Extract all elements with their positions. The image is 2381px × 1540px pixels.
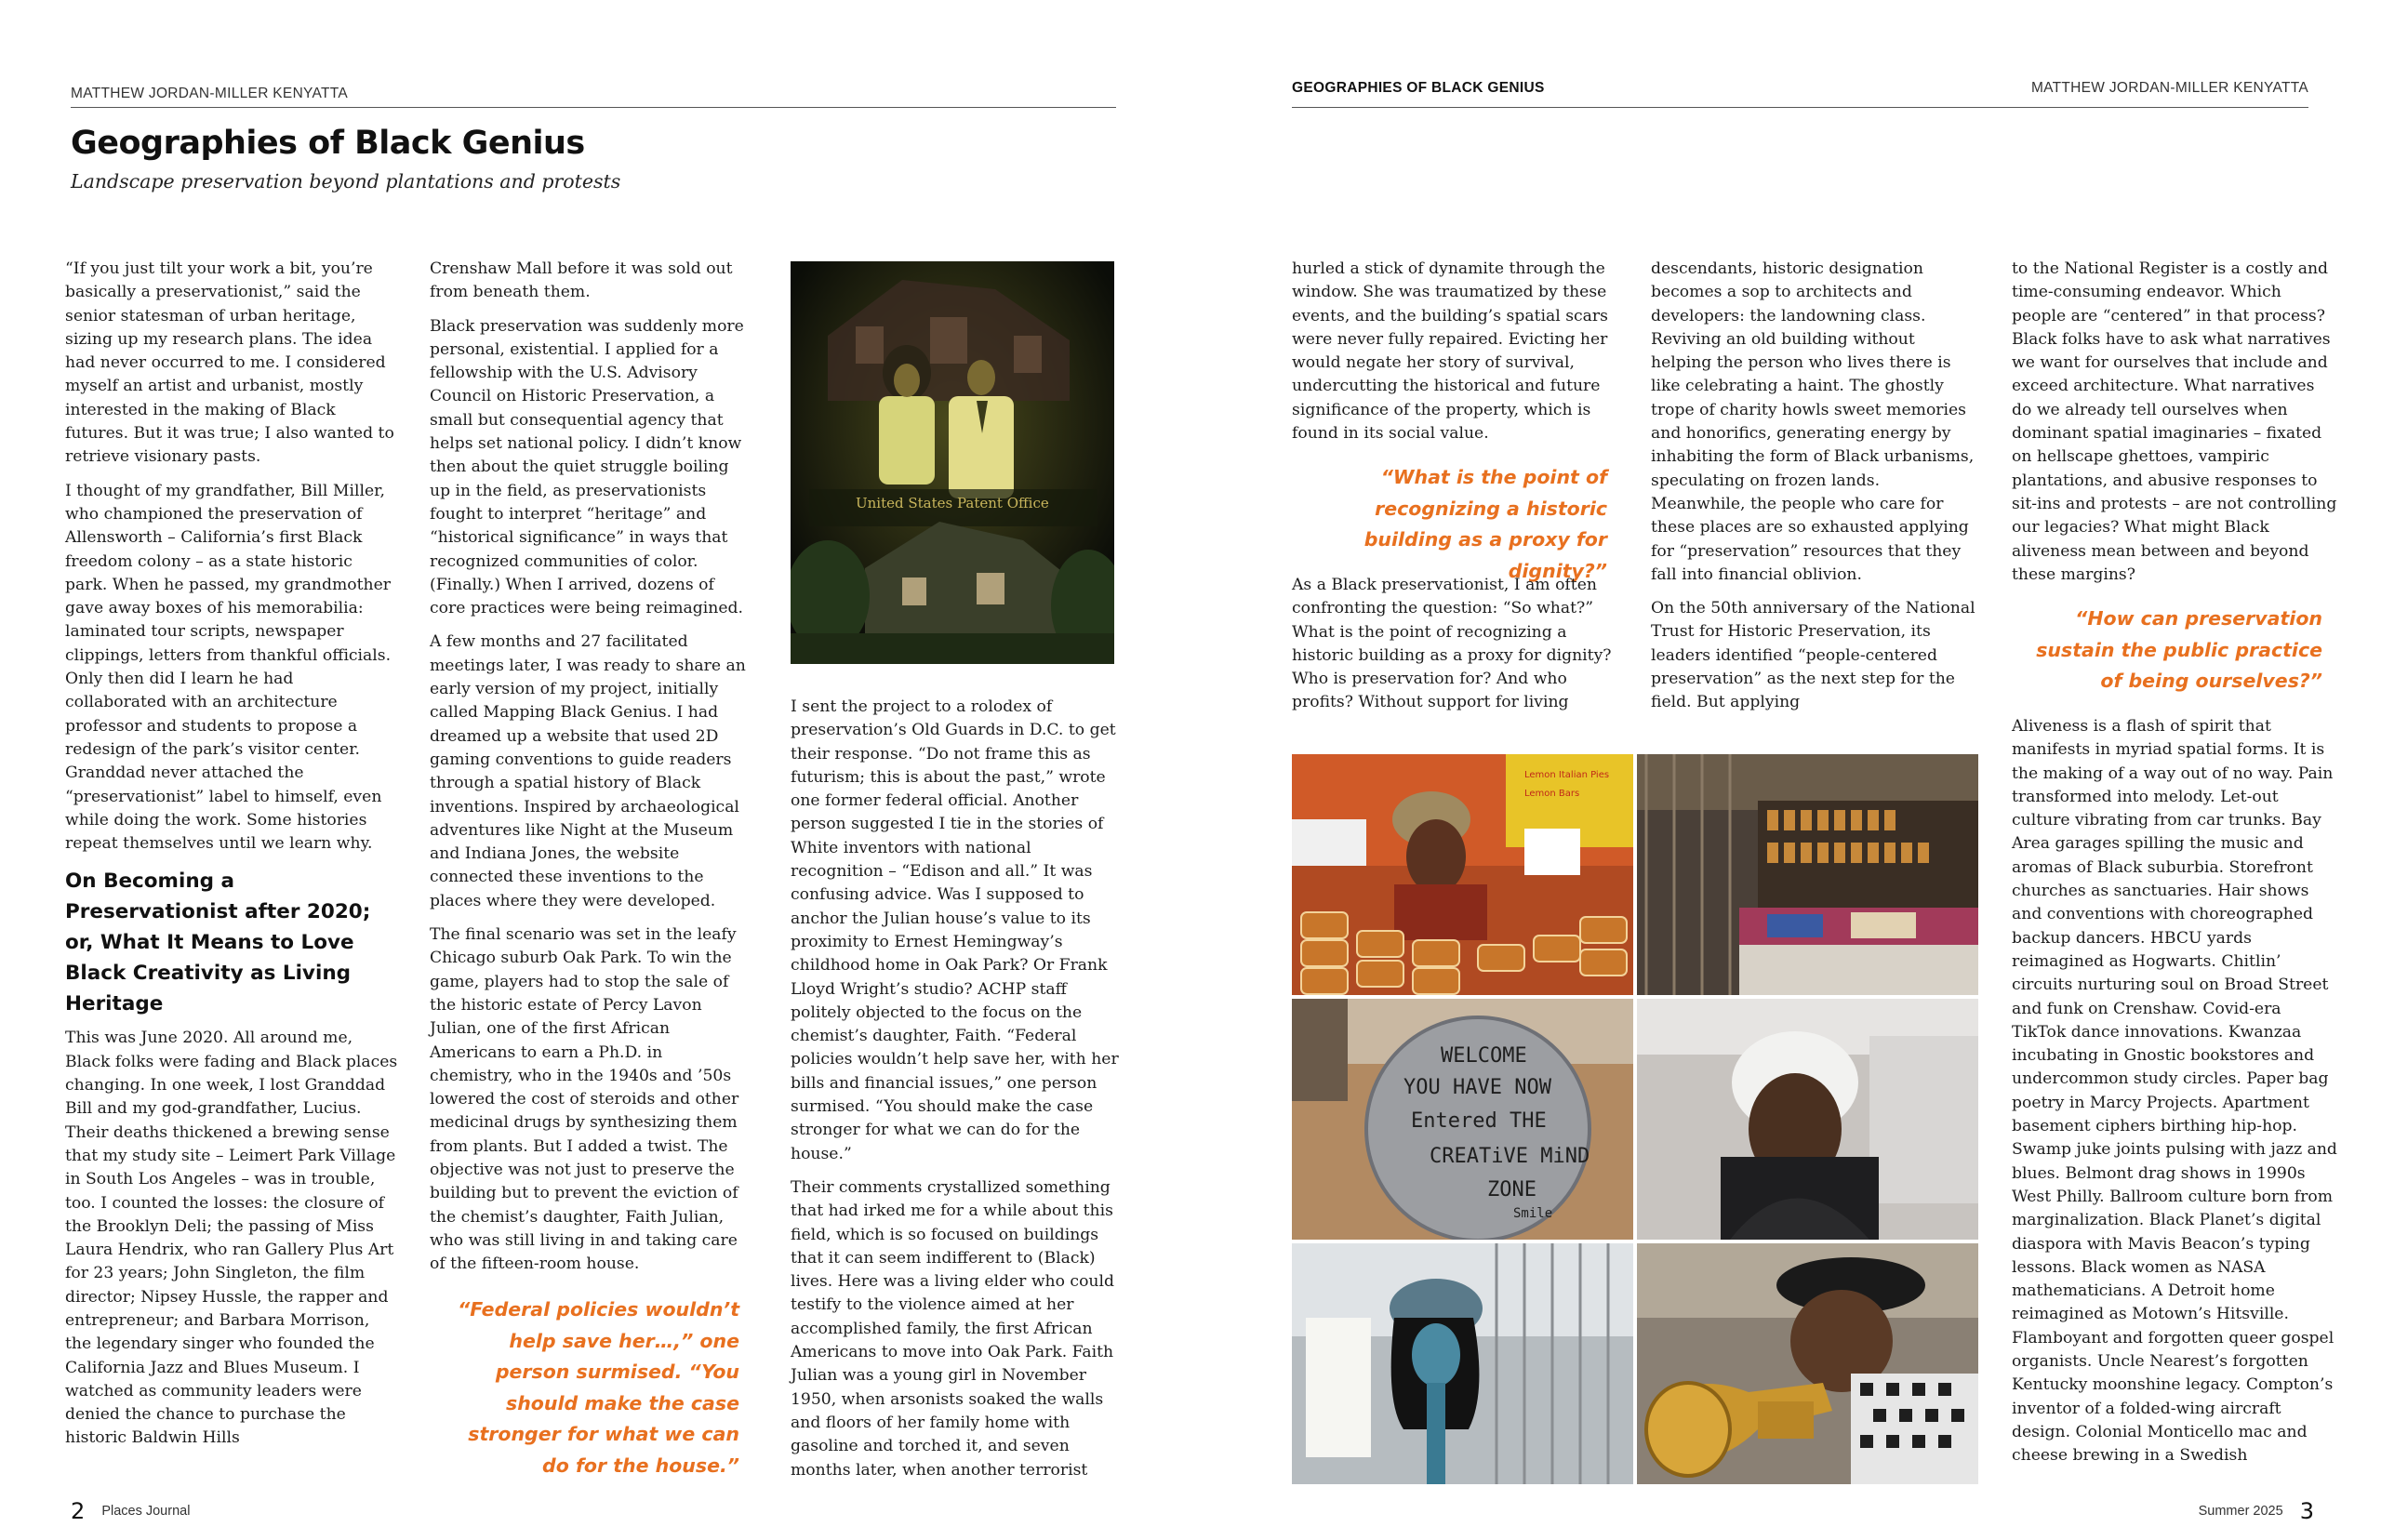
- pull-quote: “What is the point of recognizing a historic building as a proxy for dignity?”: [1363, 466, 1607, 582]
- left-column-1: [65, 258, 398, 1461]
- page-number: 3: [2299, 1498, 2314, 1524]
- paragraph: I sent the project to a rolodex of preservation’s Old Guards in D.C. to get their response. “Do not frame this as futurism; this is about the past,” wrote one former federal official. Another person suggested I tie in the stories of White inventors with national recognition – “Edison and all.” It was confusing advice. Was I supposed to anchor the Julian house’s value to its proximity to Ernest Hemingway’s childhood home in Oak Park? Or Frank Lloyd Wright’s studio? ACHP staff politely objected to the focus on the chemist’s daughter, Faith. “Federal policies wouldn’t help save her, with her bills and financial issues,” one person surmised. “You should make the case stronger for what we can do for the house.”: [791, 697, 1119, 1163]
- pull-quote: “How can preservation sustain the public practice of being ourselves?”: [2036, 607, 2322, 692]
- paragraph: The final scenario was set in the leafy Chicago suburb Oak Park. To win the game, players had to stop the sale of the historic estate of Percy Lavon Julian, one of the first African Americans to earn a Ph.D. in chemistry, who in the 1940s and ’50s lowered the cost of steroids and other medicinal drugs by synthesizing them from plants. But I added a twist. The objective was not just to preserve the building but to prevent the eviction of the chemist’s daughter, Faith Julian, who was still living in and taking care of the fifteen-room house.: [430, 925, 739, 1274]
- left-column-2: [430, 258, 748, 1286]
- section-subhead: On Becoming a Preservationist after 2020; or, What It Means to Love Black Creativity as Living Heritage: [65, 870, 371, 1016]
- bakery-vendor-photo: [1292, 754, 1633, 995]
- patent-collage-image: [791, 261, 1114, 664]
- right-column-2: [1651, 258, 1976, 725]
- pull-quote: “Federal policies wouldn’t help save her…,” one person surmised. “You should make the case stronger for what we can do for the house.”: [458, 1298, 739, 1477]
- market-stall-photo: [1637, 754, 1978, 995]
- running-head-author: MATTHEW JORDAN-MILLER KENYATTA: [2030, 80, 2308, 96]
- right-column-3: [2012, 258, 2337, 597]
- sign-text: ZONE: [1487, 1178, 1536, 1201]
- collage-illustration: [791, 261, 1114, 664]
- paragraph: On the 50th anniversary of the National Trust for Historic Preservation, its leaders identified “people-centered preservation” as the next step for the field. But applying: [1651, 599, 1975, 712]
- page-number: 2: [71, 1498, 86, 1524]
- sign-text: Smile: [1513, 1206, 1553, 1221]
- trumpet-player-photo: [1637, 1243, 1978, 1484]
- shop-sign-text: Lemon Italian Pies: [1524, 770, 1610, 780]
- paragraph: descendants, historic designation becomes a sop to architects and developers: the landowning class. Reviving an old building without helping the person who lives there is like celebrating a haint. The ghostly trope of charity howls sweet memories and honorifics, generating energy by inhabiting the form of Black urbanisms, speculating on frozen lands. Meanwhile, the people who care for these places are so exhausted applying for “preservation” resources that they fall into financial oblivion.: [1651, 259, 1975, 584]
- right-footer: [2199, 1498, 2314, 1524]
- paragraph: A few months and 27 facilitated meetings later, I was ready to share an early version of my project, initially called Mapping Black Genius. I had dreamed up a website that used 2D gaming conventions to guide readers through a spatial history of Black inventions. Inspired by archaeological adventures like Night at the Museum and Indiana Jones, the website connected these inventions to the places where they were developed.: [430, 632, 746, 910]
- sign-text: Entered THE: [1411, 1109, 1547, 1133]
- paragraph: I thought of my grandfather, Bill Miller, who championed the preservation of Allensworth – California’s first Black freedom colony – as a state historic park. When he passed, my grandmother gave away boxes of his memorabilia: laminated tour scripts, newspaper clippings, letters from thankful officials. Only then did I learn he had collaborated with an architecture professor and students to propose a redesign of the park’s visitor center. Granddad never attached the “preservationist” label to himself, even while doing the work. Some histories repeat themselves until we learn why.: [65, 481, 392, 854]
- collage-caption: United States Patent Office: [856, 495, 1049, 511]
- paragraph: to the National Register is a costly and time-consuming endeavor. Which people are “centered” in that process? Black folks have to ask what narratives we want for ourselves that include and exceed architecture. What narratives do we already tell ourselves when dominant spatial imaginaries – fixated on hellscape ghettoes, vampiric plantations, and abusive responses to sit-ins and protests – are not controlling our legacies? What might Black aliveness mean between and beyond these margins?: [2012, 259, 2337, 584]
- left-footer: [71, 1498, 190, 1524]
- paragraph: hurled a stick of dynamite through the window. She was traumatized by these events, and the building’s spatial scars were never fully repaired. Evicting her would negate her story of survival, undercutting the historical and future significance of the property, which is found in its social value.: [1292, 259, 1608, 444]
- header-rule: [71, 107, 1116, 108]
- right-column-1: [1292, 258, 1617, 456]
- paragraph: Black preservation was suddenly more personal, existential. I applied for a fellowship with the U.S. Advisory Council on Historic Preservation, a small but consequential agency that helps set national policy. I didn’t know then about the quiet struggle boiling up in the field, as preservationists fought to interpret “heritage” and “historical significance” in ways that recognized communities of color. (Finally.) When I arrived, dozens of core practices were being reimagined.: [430, 316, 744, 618]
- issue-season: Summer 2025: [2198, 1504, 2283, 1519]
- paragraph: Aliveness is a flash of spirit that manifests in myriad spatial forms. It is the making of a way out of no way. Pain transformed into melody. Let-out culture vibrating from car trunks. Bay Area garages spilling the music and aromas of Black suburbia. Storefront churches as sanctuaries. Hair shows and conventions with choreographed backup dancers. HBCU yards reimagined as Hogwarts. Chitlin’ circuits nurturing soul on Broad Street and funk on Crenshaw. Covid-era TikTok dance innovations. Kwanzaa incubating in Gnostic bookstores and undercommon study circles. Paper bag poetry in Marcy Projects. Apartment basement ciphers birthing hip-hop. Swamp juke joints pulsing with jazz and blues. Belmont drag shows in 1990s West Philly. Ballroom culture born from marginalization. Black Planet’s digital diaspora with Mavis Beacon’s typing lessons. Black women as NASA mathematicians. A Detroit home reimagined as Motown’s Hitsville. Flamboyant and forgotten queer gospel organists. Uncle Nearest’s forgotten Kentucky moonshine legacy. Compton’s inventor of a folded-wing aircraft design. Colonial Monticello mac and cheese brewing in a Swedish: [2012, 717, 2337, 1466]
- running-head-author: MATTHEW JORDAN-MILLER KENYATTA: [71, 86, 349, 101]
- left-column-3: [791, 696, 1122, 1493]
- paragraph: Their comments crystallized something that had irked me for a while about this field, which is so focused on buildings that it can seem indifferent to (Black) lives. Here was a living elder who could testify to the violence aimed at her accomplished family, the first African Americans to move into Oak Park. Faith Julian was a young girl in November 1950, when arsonists soaked the walls and floors of her family home with gasoline and torched it, and seven months later, when another terrorist: [791, 1177, 1114, 1480]
- right-column-1-continued: [1292, 574, 1617, 725]
- article-title: Geographies of Black Genius: [71, 125, 585, 162]
- sign-text: YOU HAVE NOW: [1403, 1076, 1551, 1099]
- creative-mind-sign-photo: [1292, 999, 1633, 1240]
- paragraph: “If you just tilt your work a bit, you’re basically a preservationist,” said the senior statesman of urban heritage, sizing up my research plans. The idea had never occurred to me. I considered myself an artist and urbanist, mostly interested in the making of Black futures. But it was true; I also wanted to retrieve visionary pasts.: [65, 259, 394, 467]
- running-head-title: GEOGRAPHIES OF BLACK GENIUS: [1292, 80, 1545, 96]
- paragraph: This was June 2020. All around me, Black folks were fading and Black places changing. In one week, I lost Granddad Bill and my god-grandfather, Lucius. Their deaths thickened a brewing sense that my study site – Leimert Park Village in South Los Angeles – was in trouble, too. I counted the losses: the closure of the Brooklyn Deli; the passing of Miss Laura Hendrix, who ran Gallery Plus Art for 23 years; John Singleton, the film director; Nipsey Hussle, the rapper and entrepreneur; and Barbara Morrison, the legendary singer who founded the California Jazz and Blues Museum. I watched as community leaders were denied the chance to purchase the historic Baldwin Hills: [65, 1029, 398, 1448]
- article-subtitle: Landscape preservation beyond plantations and protests: [71, 170, 621, 192]
- singer-photo: [1637, 999, 1978, 1240]
- shop-sign-text: Lemon Bars: [1524, 789, 1580, 799]
- header-rule: [1292, 107, 2308, 108]
- paragraph: Crenshaw Mall before it was sold out from beneath them.: [430, 259, 733, 302]
- sign-text: WELCOME: [1441, 1044, 1527, 1068]
- paragraph: As a Black preservationist, I am often confronting the question: “So what?” What is the point of recognizing a historic building as a proxy for dignity? Who is preservation for? And who profits? Without support for living: [1292, 576, 1612, 712]
- publication-name: Places Journal: [101, 1504, 191, 1519]
- right-column-3-continued: [2012, 715, 2337, 1479]
- wig-mannequin-photo: [1292, 1243, 1633, 1484]
- sign-text: CREATiVE MiND: [1430, 1145, 1590, 1168]
